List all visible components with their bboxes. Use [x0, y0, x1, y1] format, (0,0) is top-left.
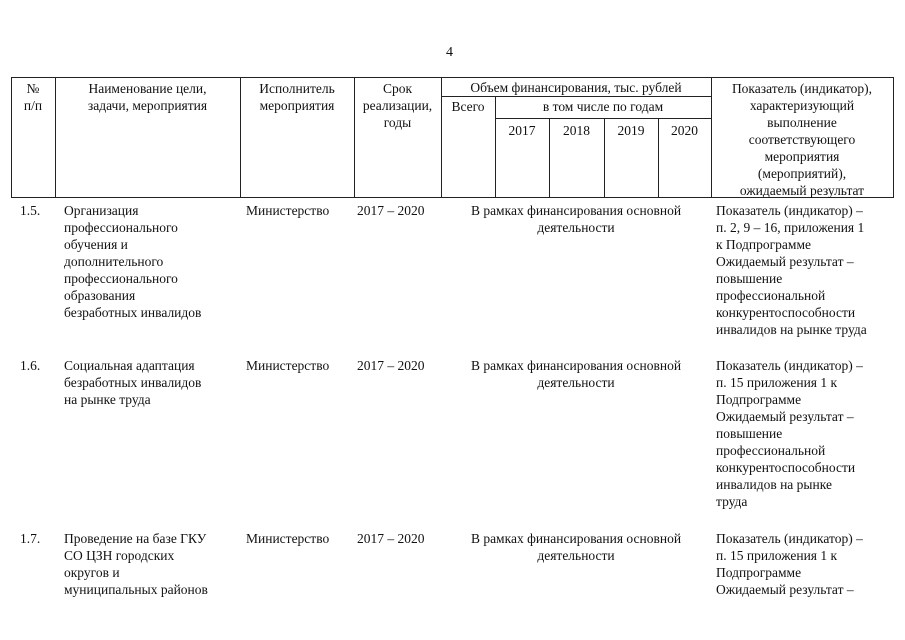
header-year-2020: 2020 — [671, 123, 698, 138]
row-funding: В рамках финансирования основной деятельности — [470, 203, 682, 235]
header-indicator: Показатель (индикатор), характеризующий выполнение соответствующего мероприятия (мероприятий), ожидаемый результат — [731, 81, 873, 198]
row-indicator: Показатель (индикатор) – п. 15 приложения 1 к Подпрограмме Ожидаемый результат – — [716, 531, 863, 597]
row-executor: Министерство — [246, 203, 330, 218]
header-by-years: в том числе по годам — [542, 99, 664, 114]
header-funding: Объем финансирования, тыс. рублей — [470, 80, 682, 95]
row-term: 2017 – 2020 — [357, 531, 425, 546]
row-num: 1.5. — [20, 203, 41, 218]
row-executor: Министерство — [246, 358, 330, 373]
row-num: 1.7. — [20, 531, 41, 546]
row-funding: В рамках финансирования основной деятельности — [470, 358, 682, 390]
row-executor: Министерство — [246, 531, 330, 546]
header-year-2019: 2019 — [617, 123, 645, 138]
row-funding: В рамках финансирования основной деятельности — [470, 531, 682, 563]
page-number: 4 — [446, 45, 453, 60]
row-term: 2017 – 2020 — [357, 203, 425, 218]
row-name: Социальная адаптация безработных инвалидов на рынке труда — [64, 358, 202, 407]
row-term: 2017 – 2020 — [357, 358, 425, 373]
header-executor: Исполнитель мероприятия — [259, 81, 335, 113]
row-indicator: Показатель (индикатор) – п. 2, 9 – 16, приложения 1 к Подпрограмме Ожидаемый результат – повышение профессиональной конкурентоспособности инвалидов на рынке труда — [716, 203, 867, 337]
header-year-2018: 2018 — [563, 123, 590, 138]
row-name: Организация профессионального обучения и дополнительного профессионального образования безработных инвалидов — [64, 203, 202, 320]
header-total: Всего — [451, 99, 485, 114]
header-year-2017: 2017 — [508, 123, 536, 138]
header-num: № п/п — [23, 81, 43, 113]
header-term: Срок реализации, годы — [362, 81, 433, 130]
header-name: Наименование цели, задачи, мероприятия — [87, 81, 208, 113]
row-num: 1.6. — [20, 358, 41, 373]
row-name: Проведение на базе ГКУ СО ЦЗН городских округов и муниципальных районов — [64, 531, 208, 597]
row-indicator: Показатель (индикатор) – п. 15 приложения 1 к Подпрограмме Ожидаемый результат – повышение профессиональной конкурентоспособности инвалидов на рынке труда — [716, 358, 863, 509]
